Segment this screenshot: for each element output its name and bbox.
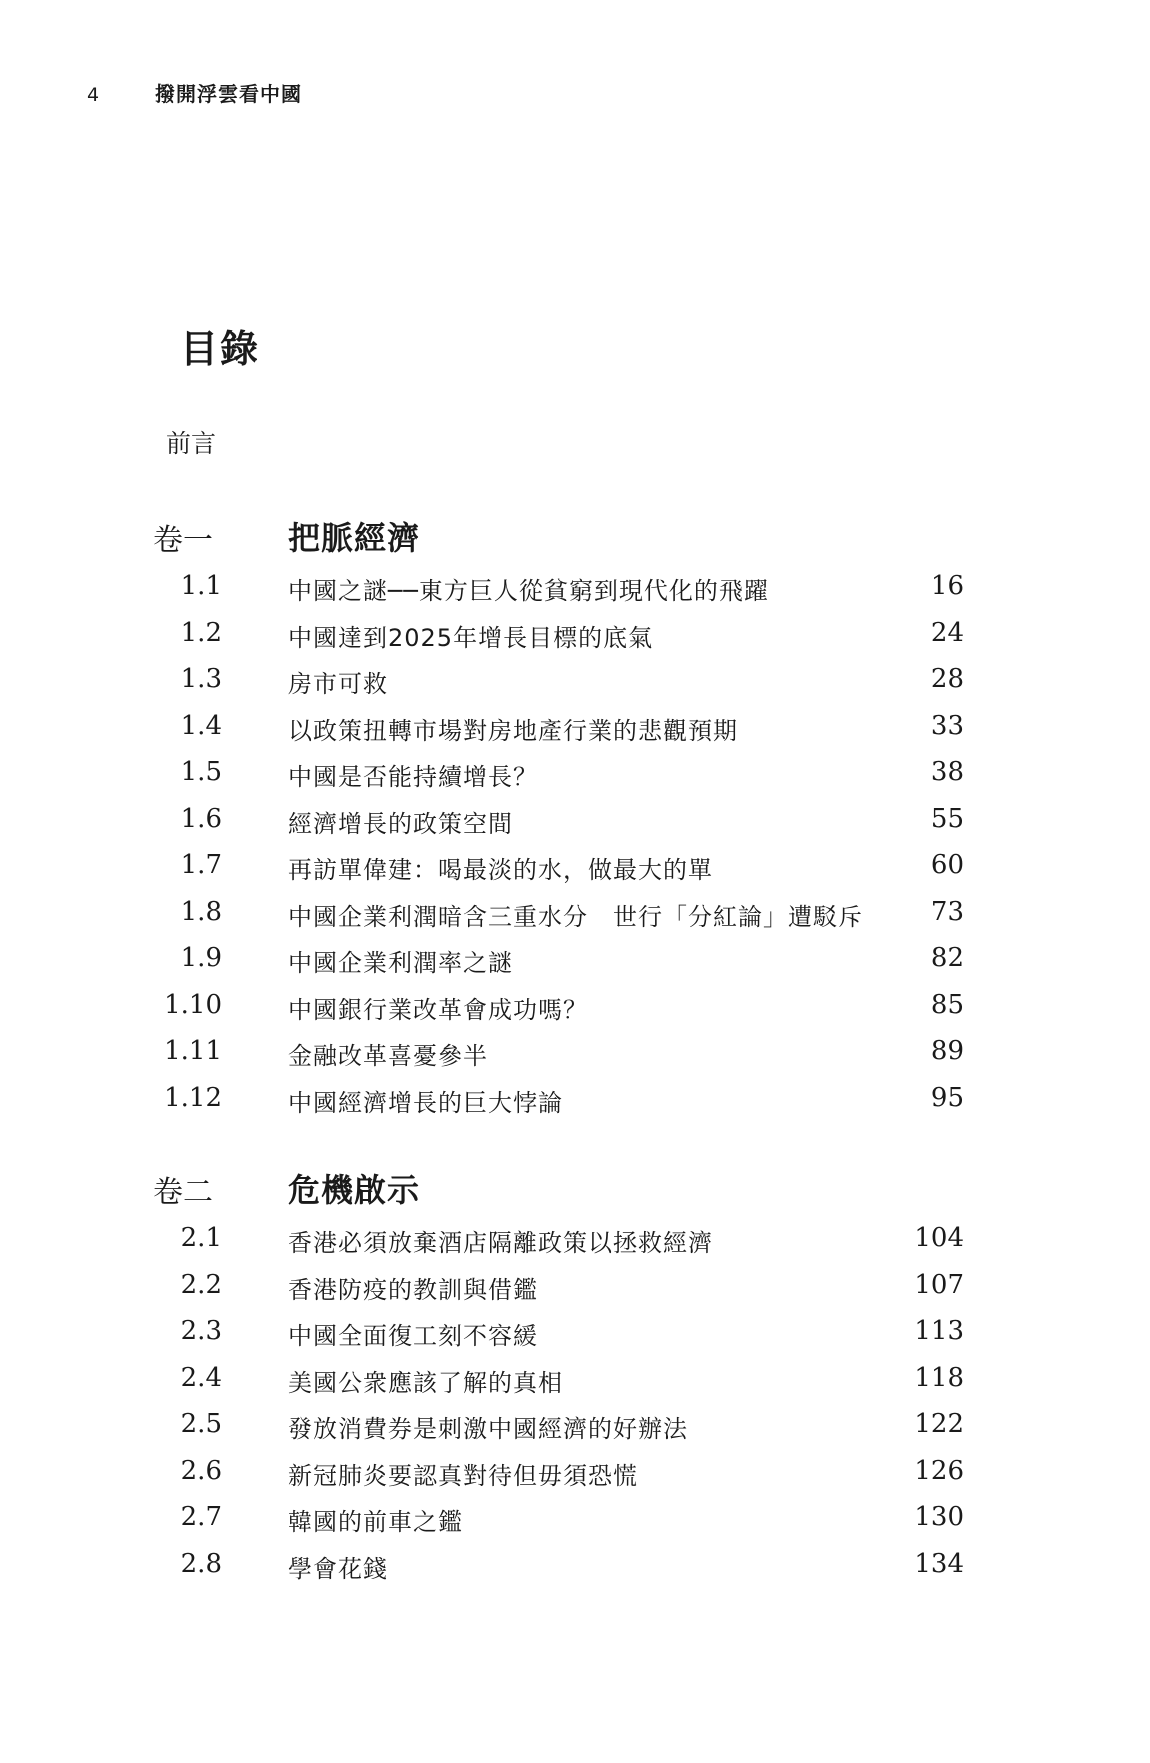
entry-number: 2.5 bbox=[180, 1409, 222, 1439]
entry-title[interactable]: 中國企業利潤暗含三重水分 世行「分紅論」遭駁斥 bbox=[288, 902, 863, 931]
entry-page-number: 38 bbox=[930, 757, 964, 787]
entry-page-number: 89 bbox=[930, 1036, 964, 1066]
entry-page-number: 60 bbox=[930, 850, 964, 880]
toc-entry[interactable] bbox=[0, 1448, 1150, 1495]
toc-entry[interactable] bbox=[0, 935, 1150, 982]
entry-number: 1.4 bbox=[180, 710, 222, 741]
page-number: 4 bbox=[87, 84, 100, 106]
entry-title[interactable]: 發放消費券是刺激中國經濟的好辦法 bbox=[288, 1415, 688, 1443]
entry-title[interactable]: 房市可救 bbox=[288, 670, 388, 698]
entry-page-number: 33 bbox=[930, 710, 964, 741]
toc-entry[interactable] bbox=[0, 1308, 1150, 1355]
entry-number: 1.9 bbox=[180, 943, 222, 973]
entry-page-number: 73 bbox=[930, 896, 964, 927]
entry-title[interactable]: 中國全面復工刻不容緩 bbox=[288, 1322, 538, 1350]
entry-page-number: 85 bbox=[930, 989, 964, 1020]
volume-title[interactable]: 危機啟示 bbox=[288, 1171, 421, 1209]
entry-title[interactable]: 學會花錢 bbox=[288, 1554, 388, 1583]
entry-number: 1.11 bbox=[164, 1036, 222, 1066]
entry-title[interactable]: 以政策扭轉市場對房地產行業的悲觀預期 bbox=[288, 716, 738, 745]
entry-number: 2.2 bbox=[180, 1269, 222, 1300]
toc-entry[interactable] bbox=[0, 1028, 1150, 1075]
entry-number: 1.8 bbox=[180, 896, 222, 927]
entry-title[interactable]: 中國經濟增長的巨大悖論 bbox=[288, 1088, 563, 1117]
entry-page-number: 107 bbox=[914, 1269, 964, 1300]
book-title: 撥開浮雲看中國 bbox=[155, 82, 302, 106]
toc-entry[interactable] bbox=[0, 889, 1150, 936]
entry-number: 1.6 bbox=[180, 803, 222, 834]
volume-label: 卷二 bbox=[153, 1175, 213, 1210]
entry-number: 2.3 bbox=[180, 1316, 222, 1346]
entry-title[interactable]: 再訪單偉建：喝最淡的水，做最大的單 bbox=[288, 856, 713, 884]
entry-number: 1.10 bbox=[164, 989, 222, 1020]
entry-page-number: 16 bbox=[930, 571, 964, 601]
entry-page-number: 55 bbox=[930, 803, 964, 834]
entry-title[interactable]: 中國銀行業改革會成功嗎？ bbox=[288, 995, 588, 1024]
entry-page-number: 113 bbox=[914, 1316, 964, 1346]
toc-entry[interactable] bbox=[0, 1541, 1150, 1588]
toc-entry[interactable] bbox=[0, 1355, 1150, 1402]
entry-page-number: 134 bbox=[914, 1548, 964, 1579]
volume-heading bbox=[0, 1157, 1150, 1215]
volume-label: 卷一 bbox=[153, 523, 213, 558]
toc-title: 目錄 bbox=[180, 327, 261, 371]
toc-entry[interactable] bbox=[0, 842, 1150, 889]
entry-page-number: 126 bbox=[914, 1455, 964, 1486]
entry-number: 2.1 bbox=[180, 1223, 222, 1253]
entry-title[interactable]: 中國企業利潤率之謎 bbox=[288, 949, 513, 977]
entry-page-number: 95 bbox=[930, 1082, 964, 1113]
toc-entry[interactable] bbox=[0, 1262, 1150, 1309]
entry-page-number: 24 bbox=[930, 617, 964, 648]
toc-entry-preface[interactable]: 前言 bbox=[166, 429, 217, 458]
entry-number: 2.8 bbox=[180, 1548, 222, 1579]
toc-entry[interactable] bbox=[0, 749, 1150, 796]
entry-title[interactable]: 中國之謎──東方巨人從貧窮到現代化的飛躍 bbox=[288, 577, 769, 605]
toc-entry[interactable] bbox=[0, 1075, 1150, 1122]
toc-entry[interactable] bbox=[0, 656, 1150, 703]
toc-entry[interactable] bbox=[0, 796, 1150, 843]
toc-entry[interactable] bbox=[0, 563, 1150, 610]
toc-entry[interactable] bbox=[0, 610, 1150, 657]
entry-title[interactable]: 香港防疫的教訓與借鑑 bbox=[288, 1275, 538, 1304]
running-head bbox=[87, 78, 302, 107]
entry-title[interactable]: 金融改革喜憂參半 bbox=[288, 1042, 488, 1070]
entry-title[interactable]: 新冠肺炎要認真對待但毋須恐慌 bbox=[288, 1461, 638, 1490]
entry-number: 1.5 bbox=[180, 757, 222, 787]
entry-title[interactable]: 中國是否能持續增長？ bbox=[288, 763, 538, 791]
toc-entry[interactable] bbox=[0, 1401, 1150, 1448]
entry-number: 1.12 bbox=[164, 1082, 222, 1113]
entry-page-number: 118 bbox=[914, 1362, 964, 1393]
volume-heading bbox=[0, 505, 1150, 563]
entry-page-number: 130 bbox=[914, 1502, 964, 1532]
volume-title[interactable]: 把脈經濟 bbox=[288, 519, 421, 557]
entry-title[interactable]: 韓國的前車之鑑 bbox=[288, 1508, 463, 1536]
entry-title[interactable]: 中國達到2025年增長目標的底氣 bbox=[288, 623, 654, 652]
entry-title[interactable]: 美國公衆應該了解的真相 bbox=[288, 1368, 563, 1397]
toc-entry[interactable] bbox=[0, 703, 1150, 750]
entry-page-number: 82 bbox=[930, 943, 964, 973]
entry-title[interactable]: 香港必須放棄酒店隔離政策以拯救經濟 bbox=[288, 1229, 713, 1257]
entry-page-number: 104 bbox=[914, 1223, 964, 1253]
entry-number: 1.2 bbox=[180, 617, 222, 648]
volume-2 bbox=[0, 1157, 1150, 1587]
entry-page-number: 28 bbox=[930, 664, 964, 694]
entry-number: 1.7 bbox=[180, 850, 222, 880]
entry-number: 2.6 bbox=[180, 1455, 222, 1486]
toc-entry[interactable] bbox=[0, 1215, 1150, 1262]
entry-number: 1.3 bbox=[180, 664, 222, 694]
toc-entry[interactable] bbox=[0, 982, 1150, 1029]
entry-page-number: 122 bbox=[914, 1409, 964, 1439]
volume-1 bbox=[0, 505, 1150, 1121]
entry-title[interactable]: 經濟增長的政策空間 bbox=[288, 809, 513, 838]
entry-number: 2.4 bbox=[180, 1362, 222, 1393]
entry-number: 1.1 bbox=[180, 571, 222, 601]
entry-number: 2.7 bbox=[180, 1502, 222, 1532]
toc-entry[interactable] bbox=[0, 1494, 1150, 1541]
